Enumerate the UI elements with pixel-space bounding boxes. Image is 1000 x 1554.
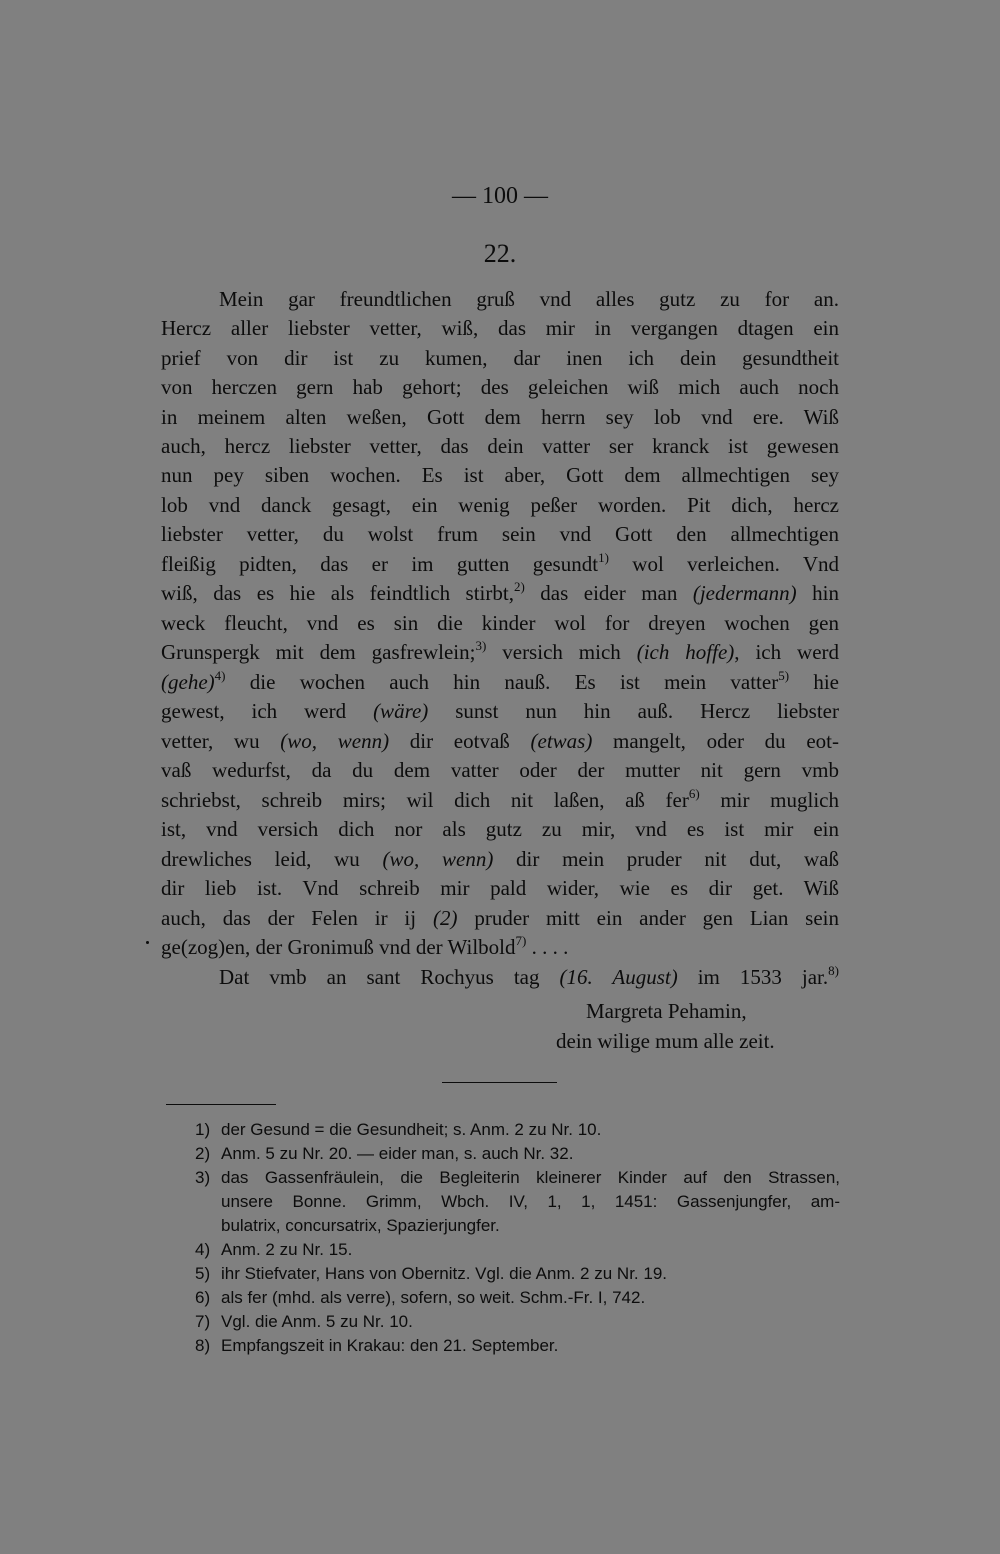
body-line: fleißig pidten, das er im gutten gesundt$^{1)}$ wol verleichen. Vnd bbox=[161, 550, 839, 576]
body-line: auch, das der Felen ir ij (2) pruder mitt ein ander gen Lian sein bbox=[161, 906, 839, 930]
gloss: (ich hoffe) bbox=[636, 640, 735, 664]
body-line: drewliches leid, wu (wo, wenn) dir mein pruder nit dut, waß bbox=[161, 847, 839, 871]
footnote-ref: 4) bbox=[214, 668, 226, 683]
body-line: lob vnd danck gesagt, ein wenig peßer worden. Pit dich, hercz bbox=[161, 493, 839, 517]
body-line: dir lieb ist. Vnd schreib mir pald wider, wie es dir get. Wiß bbox=[161, 876, 839, 900]
body-line: Grunspergk mit dem gasfrewlein;$^{3)}$ versich mich (ich hoffe), ich werd bbox=[161, 638, 840, 664]
body-line: Hercz aller liebster vetter, wiß, das mir in vergangen dtagen ein bbox=[161, 316, 839, 340]
footnote-ref: 2) bbox=[513, 579, 525, 594]
footnote: 8) Empfangszeit in Krakau: den 21. September. bbox=[195, 1336, 559, 1355]
signature-name: Margreta Pehamin, bbox=[586, 999, 747, 1023]
footnote: 7) Vgl. die Anm. 5 zu Nr. 10. bbox=[195, 1312, 413, 1331]
margin-speck bbox=[146, 941, 149, 944]
body-line: auch, hercz liebster vetter, das dein vatter ser kranck ist gewesen bbox=[161, 434, 839, 458]
footnote-ref: 3) bbox=[475, 638, 487, 653]
page-number: — 100 — bbox=[452, 183, 548, 209]
gloss: (gehe) bbox=[161, 670, 215, 694]
dateline: Dat vmb an sant Rochyus tag (16. August) im 1533 jar.$^{8)}$ bbox=[219, 963, 839, 989]
footnote-divider bbox=[166, 1104, 276, 1105]
gloss: (wo, wenn) bbox=[280, 729, 390, 753]
gloss: (16. August) bbox=[559, 965, 678, 989]
footnote: 3) das Gassenfräulein, die Begleiterin kleinerer Kinder auf den Strassen, bbox=[195, 1168, 840, 1187]
body-line: nun pey siben wochen. Es ist aber, Gott dem allmechtigen sey bbox=[161, 463, 839, 487]
body-line: schriebst, schreib mirs; wil dich nit laßen, aß fer$^{6)}$ mir muglich bbox=[161, 786, 839, 812]
footnote-ref: 5) bbox=[778, 668, 790, 683]
gloss: (2) bbox=[432, 906, 458, 930]
body-line: gewest, ich werd (wäre) sunst nun hin auß. Hercz liebster bbox=[161, 699, 839, 723]
footnote: 4) Anm. 2 zu Nr. 15. bbox=[195, 1240, 353, 1259]
gloss: (wo, wenn) bbox=[382, 847, 494, 871]
footnote-continuation: unsere Bonne. Grimm, Wbch. IV, 1, 1, 1451: Gassenjungfer, am- bbox=[221, 1192, 840, 1211]
body-line: ist, vnd versich dich nor als gutz zu mir, vnd es ist mir ein bbox=[161, 817, 839, 841]
footnote: 6) als fer (mhd. als verre), sofern, so weit. Schm.-Fr. I, 742. bbox=[195, 1288, 646, 1307]
body-line: von herczen gern hab gehort; des geleichen wiß mich auch noch bbox=[161, 375, 839, 399]
body-line: liebster vetter, du wolst frum sein vnd Gott den allmechtigen bbox=[161, 522, 839, 546]
footnote-ref: 6) bbox=[688, 786, 700, 801]
footnote-continuation: bulatrix, concursatrix, Spazierjungfer. bbox=[221, 1216, 500, 1235]
gloss: (etwas) bbox=[530, 729, 593, 753]
body-line: Mein gar freundtlichen gruß vnd alles gutz zu for an. bbox=[219, 287, 839, 311]
body-line: vetter, wu (wo, wenn) dir eotvaß (etwas) mangelt, oder du eot- bbox=[161, 729, 839, 753]
footnote: 1) der Gesund = die Gesundheit; s. Anm. 2 zu Nr. 10. bbox=[195, 1120, 602, 1139]
body-line: vaß wedurfst, da du dem vatter oder der mutter nit gern vmb bbox=[161, 758, 839, 782]
signature-closing: dein wilige mum alle zeit. bbox=[556, 1029, 775, 1053]
section-divider bbox=[442, 1082, 557, 1083]
gloss: (wäre) bbox=[373, 699, 429, 723]
footnote-ref: 7) bbox=[515, 933, 527, 948]
body-line: wiß, das es hie als feindtlich stirbt,$^{2)}$ das eider man (jedermann) hin bbox=[161, 579, 839, 605]
footnote: 2) Anm. 5 zu Nr. 20. — eider man, s. auch Nr. 32. bbox=[195, 1144, 574, 1163]
body-line: weck fleucht, vnd es sin die kinder wol for dreyen wochen gen bbox=[161, 611, 839, 635]
footnote-ref: 1) bbox=[598, 550, 609, 565]
footnote: 5) ihr Stiefvater, Hans von Obernitz. Vgl. die Anm. 2 zu Nr. 19. bbox=[195, 1264, 667, 1283]
gloss: (jedermann) bbox=[692, 581, 797, 605]
body-line: prief von dir ist zu kumen, dar inen ich dein gesundtheit bbox=[161, 346, 839, 370]
footnote-ref: 8) bbox=[828, 963, 839, 978]
body-line: in meinem alten weßen, Gott dem herrn sey lob vnd ere. Wiß bbox=[161, 405, 839, 429]
body-line: ge(zog)en, der Gronimuß vnd der Wilbold$^{7)}$ . . . . bbox=[161, 933, 569, 959]
letter-number: 22. bbox=[483, 239, 517, 268]
body-line: (gehe)$^{4)}$ die wochen auch hin nauß. Es ist mein vatter$^{5)}$ hie bbox=[161, 668, 839, 694]
